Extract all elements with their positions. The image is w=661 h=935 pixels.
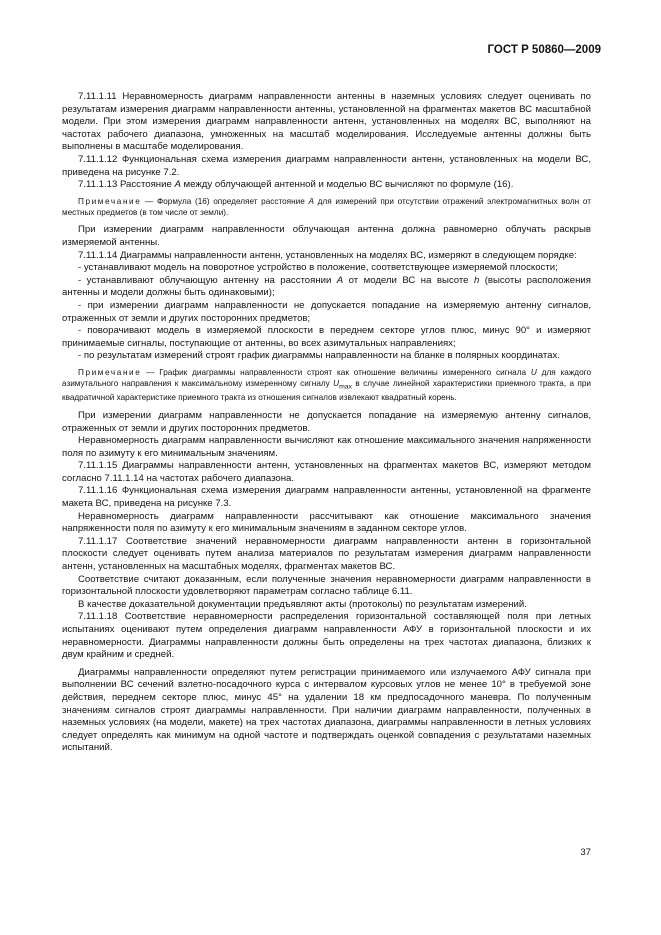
variable-a: A (336, 274, 344, 286)
text-segment: 7.11.1.13 Расстояние (78, 179, 175, 191)
paragraph-7-11-1-18: 7.11.1.18 Соответствие неравномерности распределения горизонтальной составляющей поля при летных испытаниях оценивают путем определения диаграмм направленности АФУ в горизонтальной плоскости и их неравномерности. Диаграммы направленности должны быть определены на трех частотах диапазона, близких к двум крайним и средней. (62, 611, 591, 661)
text-segment: для каждого азимутального направления к максимальному измеренному сигналу (62, 367, 591, 388)
variable-a: A (308, 196, 314, 206)
paragraph-compliance: Соответствие считают доказанным, если полученные значения неравномерности диаграмм направленности в горизонтальной плоскости удовлетворяют параметрам согласно таблице 6.11. (62, 573, 591, 598)
paragraph-7-11-1-11: 7.11.1.11 Неравномерность диаграмм направленности антенны в наземных условиях следует оценивать по результатам измерения диаграмм направленности антенны, установленной на фрагментах макетов ВС масштабной модели. При этом измерения диаграмм направленности антенн, установленных на моделях ВС, выполняют на частотах рабочего диапазона, умноженных на масштаб моделирования. Исследуемые антенны должны быть выполнены в масштабе моделирования. (62, 91, 591, 153)
text-segment: - устанавливают облучающую антенну на расстоянии (78, 274, 337, 286)
note-label: Примечание (78, 367, 142, 377)
paragraph-calculation: Неравномерность диаграмм направленности рассчитывают как отношение максимального значения напряженности поля по азимуту к его минимальным значениям в заданном секторе углов. (62, 510, 591, 535)
text-segment: от модели ВС на высоте (343, 274, 474, 286)
variable-a: A (174, 179, 181, 191)
subscript-max: max (339, 383, 352, 391)
paragraph-nonuniformity: Неравномерность диаграмм направленности вычисляют как отношение максимального значения напряженности поля по азимуту к его минимальным значениям. (62, 435, 591, 459)
page-number: 37 (580, 847, 591, 858)
paragraph-7-11-1-14: 7.11.1.14 Диаграммы направленности антенн, установленных на моделях ВС, измеряют в следующем порядке: (78, 249, 577, 261)
variable-u: U (333, 378, 340, 388)
paragraph-7-11-1-16: 7.11.1.16 Функциональная схема измерения диаграмм направленности антенны, установленной на фрагменте макета ВС, приведена на рисунке 7.3. (62, 485, 591, 510)
list-item-1: - устанавливают модель на поворотное устройство в положение, соответствующее измеряемой плоскости; (78, 262, 558, 274)
list-item-5: - по результатам измерений строят график диаграммы направленности на бланке в полярных координатах. (78, 350, 560, 362)
note-pattern-graph (62, 368, 591, 404)
list-item-4: - поворачивают модель в измеряемой плоскости в переднем секторе углов плюс, минус 90° и измеряют принимаемые сигналы, поступающие от антенны, во всех азимутальных направлениях; (62, 325, 591, 349)
paragraph-irradiation: При измерении диаграмм направленности облучающая антенна должна равномерно облучать раскрыв измеряемой антенны. (62, 224, 591, 248)
paragraph-flight-tests: Диаграммы направленности определяют путем регистрации принимаемого или излучаемого АФУ сигнала при выполнении ВС сечений взлетно-посадочного курса с интервалом курсовых углов не менее 10° в требуемой зоне действия, переднем секторе плюс, минус 45° на удалении 18 км предпосадочного маневра. По полученным значениям сигналов строят диаграммы направленности. При наличии диаграмм направленности, полученных в наземных условиях (на модели, макете) на трех частотах диапазона, диаграммы направленности в летных условиях следует определять как минимум на одной частоте и подтверждать оценкой совпадения с результатами наземных испытаний. (62, 666, 591, 754)
paragraph-7-11-1-13 (62, 179, 591, 192)
text-segment: для измерений при отсутствии отражений электромагнитных волн от местных предметов (в том числе от земли). (62, 196, 592, 217)
text-segment: между облучающей антенной и моделью ВС вычисляют по формуле (16). (180, 179, 514, 191)
text-segment: в случае линейной характеристики приемного тракта, а при квадратичной характеристике приемного тракта из отношения сигналов извлекают квадратный корень. (62, 378, 591, 403)
variable-u: U (530, 367, 537, 377)
page-body (62, 91, 591, 755)
paragraph-7-11-1-12: 7.11.1.12 Функциональная схема измерения диаграмм направленности антенн, установленных на модели ВС, приведена на рисунке 7.2. (62, 153, 591, 178)
paragraph-documentation: В качестве доказательной документации предъявляют акты (протоколы) по результатам измерений. (78, 598, 527, 610)
paragraph-7-11-1-17: 7.11.1.17 Соответствие значений неравномерности диаграмм направленности антенн в горизонтальной плоскости следует оценивать путем анализа материалов по результатам измерения диаграмм направленности антенн, установленных на масштабных моделях, фрагментах макетов ВС. (62, 535, 591, 573)
paragraph-reflections: При измерении диаграмм направленности не допускается попадание на измеряемую антенну сигналов, отраженных от земли и других посторонних предметов. (62, 409, 591, 434)
note-label: Примечание (78, 196, 142, 206)
text-segment: (высоты расположения антенны и модели должны быть одинаковыми); (62, 274, 591, 299)
list-item-3: - при измерении диаграмм направленности не допускается попадание на измеряемую антенну сигналов, отраженных от земли и других посторонних предметов; (62, 299, 591, 324)
paragraph-7-11-1-15: 7.11.1.15 Диаграммы направленности антенн, установленных на фрагментах макетов ВС, измеряют методом согласно 7.11.1.14 на частотах рабочего диапазона. (62, 460, 591, 484)
text-segment: — График диаграммы направленности строят как отношение величины измеренного сигнала (141, 367, 531, 377)
text-segment: — Формула (16) определяет расстояние (141, 196, 309, 206)
note-formula-16 (62, 197, 591, 219)
list-item-2 (62, 275, 591, 300)
document-code: ГОСТ Р 50860—2009 (487, 44, 601, 56)
variable-h: h (473, 274, 480, 286)
